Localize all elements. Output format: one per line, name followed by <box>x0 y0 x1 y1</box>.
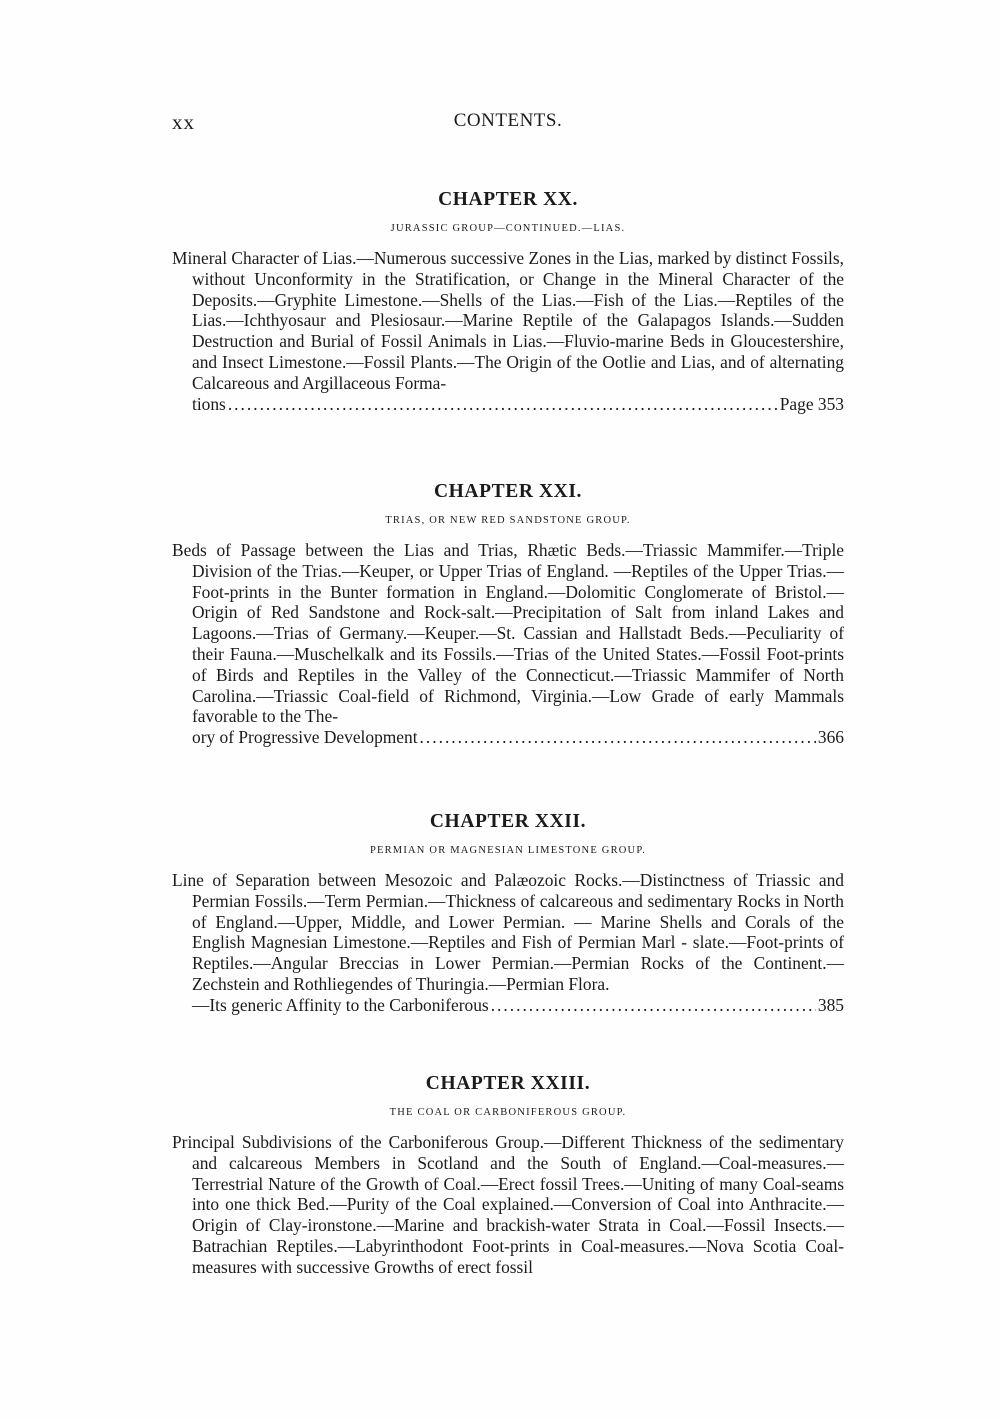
chapter-subtitle: JURASSIC GROUP—CONTINUED.—LIAS. <box>390 223 626 234</box>
toc-leader-line <box>192 727 844 748</box>
chapter-summary <box>172 248 844 414</box>
running-head <box>172 110 844 140</box>
page-reference: Page 353 <box>779 393 844 414</box>
page-reference: 385 <box>817 994 844 1015</box>
chapter-title: CHAPTER XXI. <box>433 481 583 502</box>
dot-leader <box>420 727 816 748</box>
summary-last-line: —Its generic Affinity to the Carboniferous <box>192 994 489 1015</box>
chapter-title: CHAPTER XXII. <box>429 811 587 832</box>
summary-last-line: ory of Progressive Development <box>192 727 418 748</box>
chapter-subtitle: PERMIAN OR MAGNESIAN LIMESTONE GROUP. <box>369 845 647 856</box>
chapter-subtitle: TRIAS, OR NEW RED SANDSTONE GROUP. <box>385 515 631 526</box>
chapter-summary-text: Line of Separation between Mesozoic and Palæozoic Rocks.—Distinctness of Triassic and Permian Fossils.—Term Permian.—Thickness of calcareous and sedimentary Rocks in North of England.—Upper, Middle, and Lower Permian. — Marine Shells and Corals of the English Magnesian Limestone.—Reptiles and Fish of Permian Marl - slate.—Foot-prints of Reptiles.—Angular Breccias in Lower Permian.—Permian Rocks of the Continent.—Zechstein and Rothliegendes of Thuringia.—Permian Flora. <box>172 870 844 994</box>
chapter-xxiii-entry <box>172 1072 844 1278</box>
chapter-summary-text: Beds of Passage between the Lias and Trias, Rhætic Beds.—Triassic Mammifer.—Triple Division of the Trias.—Keuper, or Upper Trias of England. —Reptiles of the Upper Trias.—Foot-prints in the Bunter formation in England.—Dolomitic Conglomerate of Bristol.—Origin of Red Sandstone and Rock-salt.—Precipitation of Salt from inland Lakes and Lagoons.—Trias of Germany.—Keuper.—St. Cassian and Hallstadt Beds.—Peculiarity of their Fauna.—Muschelkalk and its Fossils.—Trias of the United States.—Fossil Foot-prints of Birds and Reptiles in the Valley of the Connecticut.—Triassic Mammifer of North Carolina.—Triassic Coal-field of Richmond, Virginia.—Low Grade of early Mammals favorable to the The- <box>172 540 844 727</box>
chapter-xxii-entry <box>172 810 844 1016</box>
chapter-summary <box>172 1132 844 1278</box>
toc-leader-line <box>192 394 844 415</box>
chapter-title: CHAPTER XXIII. <box>425 1073 591 1094</box>
chapter-summary <box>172 540 844 748</box>
chapter-xx-entry <box>172 188 844 414</box>
dot-leader <box>228 394 778 415</box>
chapter-summary-text: Principal Subdivisions of the Carboniferous Group.—Different Thickness of the sedimentary and calcareous Members in Scotland and the South of England.—Coal-measures.—Terrestrial Nature of the Growth of Coal.—Erect fossil Trees.—Uniting of many Coal-seams into one thick Bed.—Purity of the Coal explained.—Conversion of Coal into Anthracite.—Origin of Clay-ironstone.—Marine and brackish-water Strata in Coal.—Fossil Insects.—Batrachian Reptiles.—Labyrinthodont Foot-prints in Coal-measures.—Nova Scotia Coal-measures with successive Growths of erect fossil <box>172 1132 844 1277</box>
running-head-title: CONTENTS. <box>453 110 563 131</box>
chapter-title: CHAPTER XX. <box>438 189 578 210</box>
page-folio: xx <box>172 110 195 134</box>
summary-last-line: tions <box>192 393 226 414</box>
chapter-summary-text: Mineral Character of Lias.—Numerous successive Zones in the Lias, marked by distinct Fossils, without Unconformity in the Stratification, or Change in the Mineral Character of the Deposits.—Gryphite Limestone.—Shells of the Lias.—Fish of the Lias.—Reptiles of the Lias.—Ichthyosaur and Plesiosaur.—Marine Reptile of the Galapagos Islands.—Sudden Destruction and Burial of Fossil Animals in Lias.—Fluvio-marine Beds in Gloucestershire, and Insect Limestone.—Fossil Plants.—The Origin of the Ootlie and Lias, and of alternating Calcareous and Argillaceous Forma- <box>172 248 844 393</box>
toc-leader-line <box>192 995 844 1016</box>
dot-leader <box>491 995 816 1016</box>
chapter-summary <box>172 870 844 1016</box>
page-reference: 366 <box>817 727 844 748</box>
chapter-xxi-entry <box>172 480 844 748</box>
chapter-subtitle: THE COAL OR CARBONIFEROUS GROUP. <box>389 1107 627 1118</box>
